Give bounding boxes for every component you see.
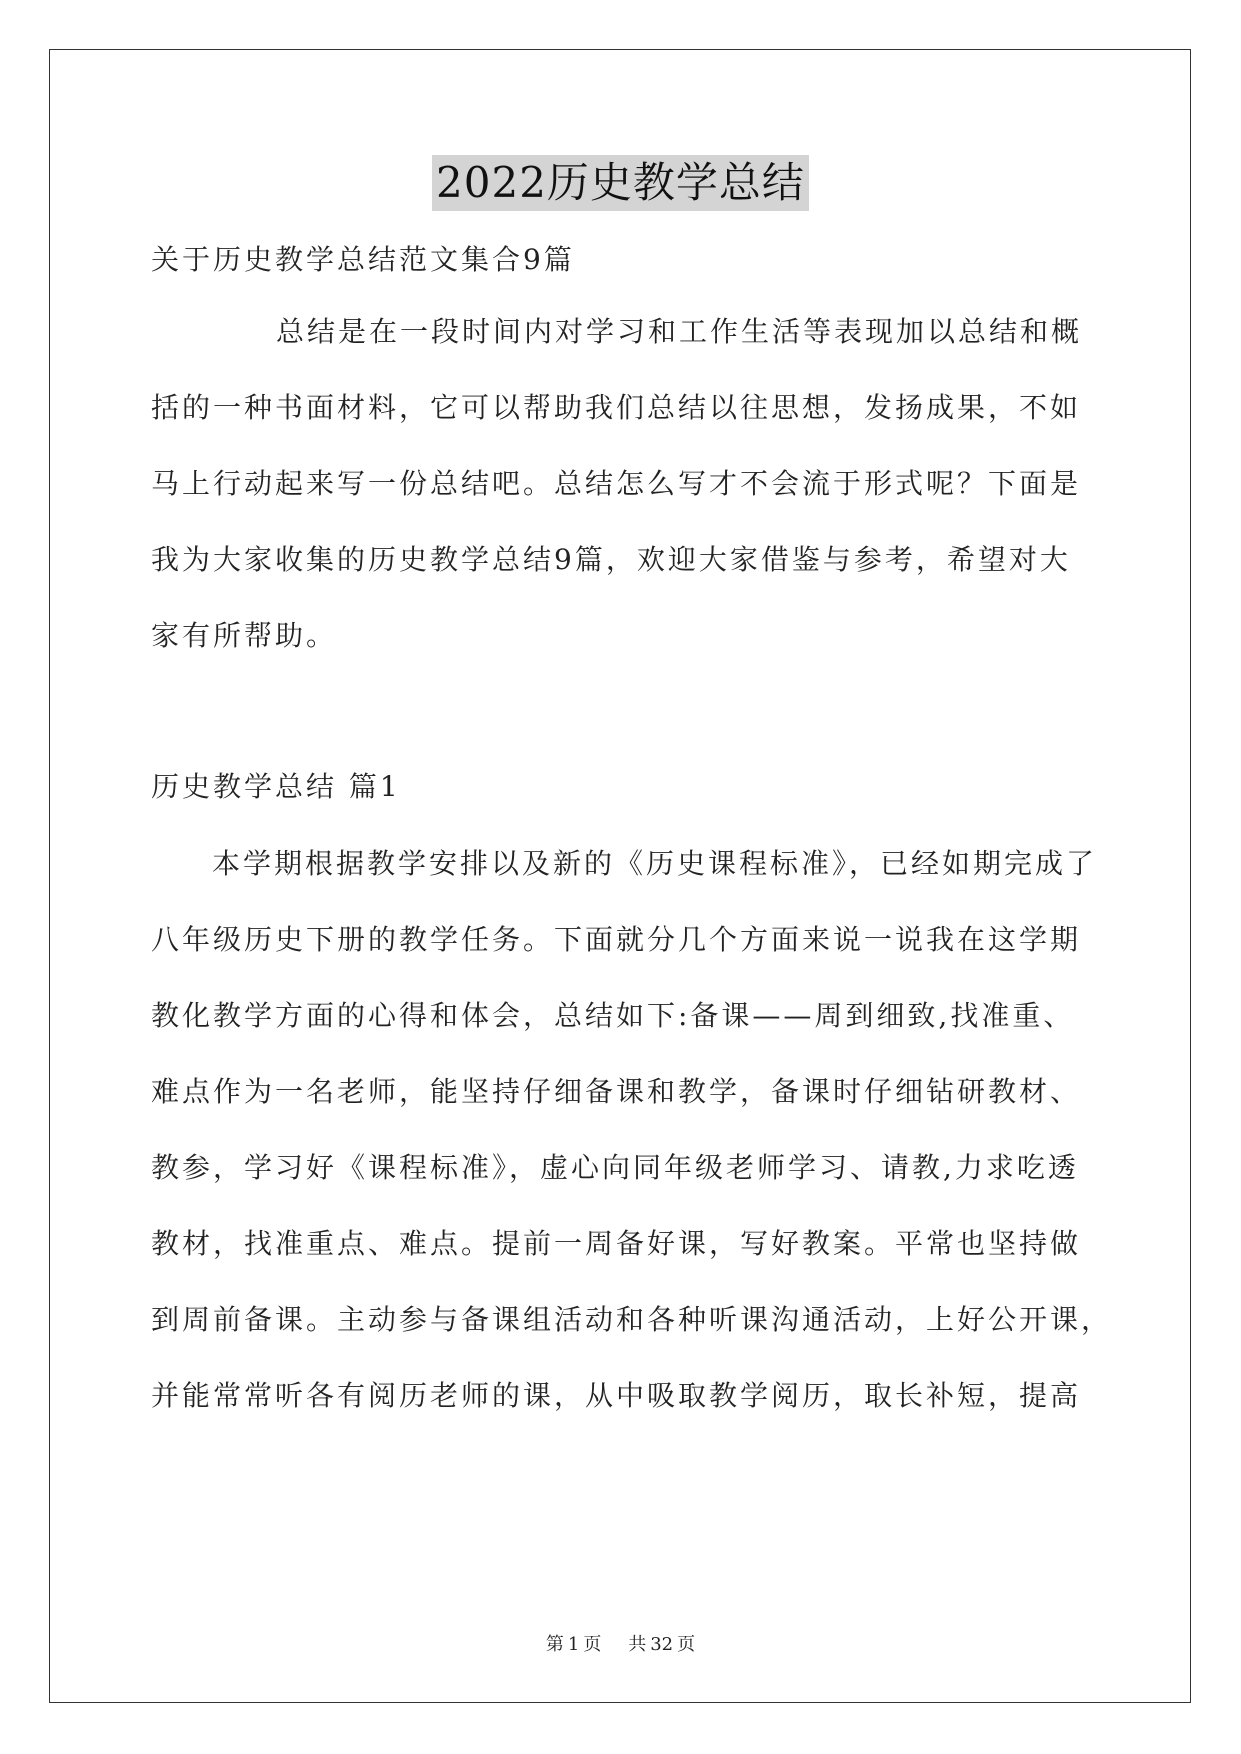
- body-line-8: 并能常常听各有阅历老师的课，从中吸取教学阅历，取长补短，提高: [151, 1379, 1082, 1412]
- body-line-5: 教参，学习好《课程标准》，虚心向同年级老师学习、请教,力求吃透: [151, 1151, 1079, 1184]
- title-container: [0, 155, 1241, 211]
- body-line-2: 八年级历史下册的教学任务。下面就分几个方面来说一说我在这学期: [151, 923, 1082, 956]
- body-line-4: 难点作为一名老师，能坚持仔细备课和教学，备课时仔细钻研教材、: [151, 1075, 1082, 1108]
- footer-page-prefix: 第: [545, 1634, 564, 1655]
- intro-line-2: 括的一种书面材料，它可以帮助我们总结以往思想，发扬成果，不如: [151, 391, 1082, 424]
- page-footer: [0, 1630, 1241, 1656]
- body-line-1: 本学期根据教学安排以及新的《历史课程标准》，已经如期完成了: [212, 847, 1098, 880]
- intro-line-5: 家有所帮助。: [151, 619, 338, 652]
- footer-page-suffix: 页: [583, 1634, 602, 1655]
- document-subtitle: 关于历史教学总结范文集合9篇: [151, 243, 575, 276]
- section-heading: 历史教学总结 篇1: [151, 770, 401, 803]
- intro-line-1: 总结是在一段时间内对学习和工作生活等表现加以总结和概: [276, 315, 1083, 348]
- intro-line-3: 马上行动起来写一份总结吧。总结怎么写才不会流于形式呢？下面是: [151, 467, 1082, 500]
- document-title: 2022历史教学总结: [432, 155, 809, 211]
- footer-total-prefix: 共: [628, 1634, 647, 1655]
- footer-page-number: 1: [567, 1634, 580, 1655]
- intro-line-4: 我为大家收集的历史教学总结9篇，欢迎大家借鉴与参考，希望对大: [151, 543, 1071, 576]
- body-line-6: 教材，找准重点、难点。提前一周备好课，写好教案。平常也坚持做: [151, 1227, 1082, 1260]
- body-line-7: 到周前备课。主动参与备课组活动和各种听课沟通活动，上好公开课，: [151, 1303, 1113, 1336]
- footer-total-suffix: 页: [677, 1634, 696, 1655]
- body-line-3: 教化教学方面的心得和体会，总结如下:备课——周到细致,找准重、: [151, 999, 1075, 1032]
- footer-total-pages: 32: [650, 1634, 674, 1655]
